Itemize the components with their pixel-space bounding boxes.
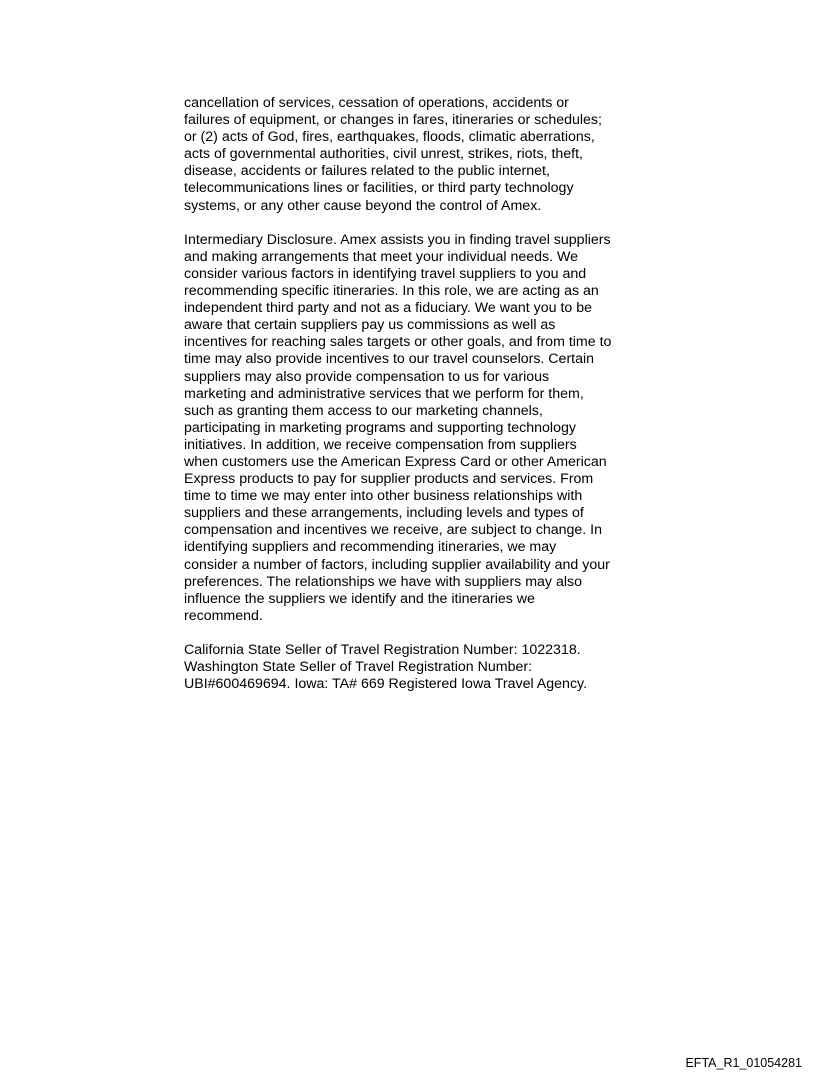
text-line: time to time we may enter into other business relationships with (184, 488, 583, 505)
text-line: failures of equipment, or changes in fares, itineraries or schedules; (184, 112, 602, 129)
text-line: aware that certain suppliers pay us commissions as well as (184, 317, 556, 334)
text-line: recommending specific itineraries. In this role, we are acting as an (184, 283, 599, 300)
text-line: preferences. The relationships we have with suppliers may also (184, 573, 582, 590)
text-line: incentives for reaching sales targets or other goals, and from time to (184, 334, 612, 351)
text-line: systems, or any other cause beyond the control of Amex. (184, 197, 542, 214)
text-line: time may also provide incentives to our travel counselors. Certain (184, 351, 595, 368)
text-line: influence the suppliers we identify and the itineraries we (184, 590, 535, 607)
text-line: cancellation of services, cessation of operations, accidents or (184, 95, 569, 111)
text-line: independent third party and not as a fiduciary. We want you to be (184, 300, 593, 317)
text-line: suppliers may also provide compensation to us for various (184, 368, 550, 385)
text-line: compensation and incentives we receive, are subject to change. In (184, 522, 602, 539)
text-line: when customers use the American Express Card or other American (184, 453, 607, 470)
text-line: participating in marketing programs and supporting technology (184, 419, 576, 436)
text-line: such as granting them access to our marketing channels, (184, 402, 543, 419)
text-line: consider a number of factors, including supplier availability and your (184, 556, 610, 573)
text-line: marketing and administrative services that we perform for them, (184, 385, 584, 402)
text-line: identifying suppliers and recommending itineraries, we may (184, 539, 557, 556)
paragraph-registration-numbers (184, 642, 644, 693)
text-line: suppliers and these arrangements, including levels and types of (184, 505, 584, 522)
text-line: telecommunications lines or facilities, or third party technology (184, 180, 574, 197)
text-line: Express products to pay for supplier products and services. From (184, 471, 594, 488)
text-line: acts of governmental authorities, civil unrest, strikes, riots, theft, (184, 146, 583, 163)
paragraph-intermediary-disclosure (184, 232, 644, 625)
text-line: Washington State Seller of Travel Registration Number: (184, 659, 533, 676)
text-line: and making arrangements that meet your individual needs. We (184, 248, 579, 265)
text-line: UBI#600469694. Iowa: TA# 669 Registered Iowa Travel Agency. (184, 676, 588, 693)
text-line: Intermediary Disclosure. Amex assists you in finding travel suppliers (184, 231, 611, 248)
text-line: disease, accidents or failures related to the public internet, (184, 163, 550, 180)
text-line: California State Seller of Travel Registration Number: 1022318. (184, 642, 581, 658)
text-line: consider various factors in identifying travel suppliers to you and (184, 265, 587, 282)
document-body (184, 95, 644, 710)
text-line: initiatives. In addition, we receive compensation from suppliers (184, 436, 577, 453)
text-line: recommend. (184, 607, 263, 624)
paragraph-liability-continuation (184, 95, 644, 215)
text-line: or (2) acts of God, fires, earthquakes, floods, climatic aberrations, (184, 129, 595, 146)
document-id: EFTA_R1_01054281 (685, 1056, 802, 1070)
